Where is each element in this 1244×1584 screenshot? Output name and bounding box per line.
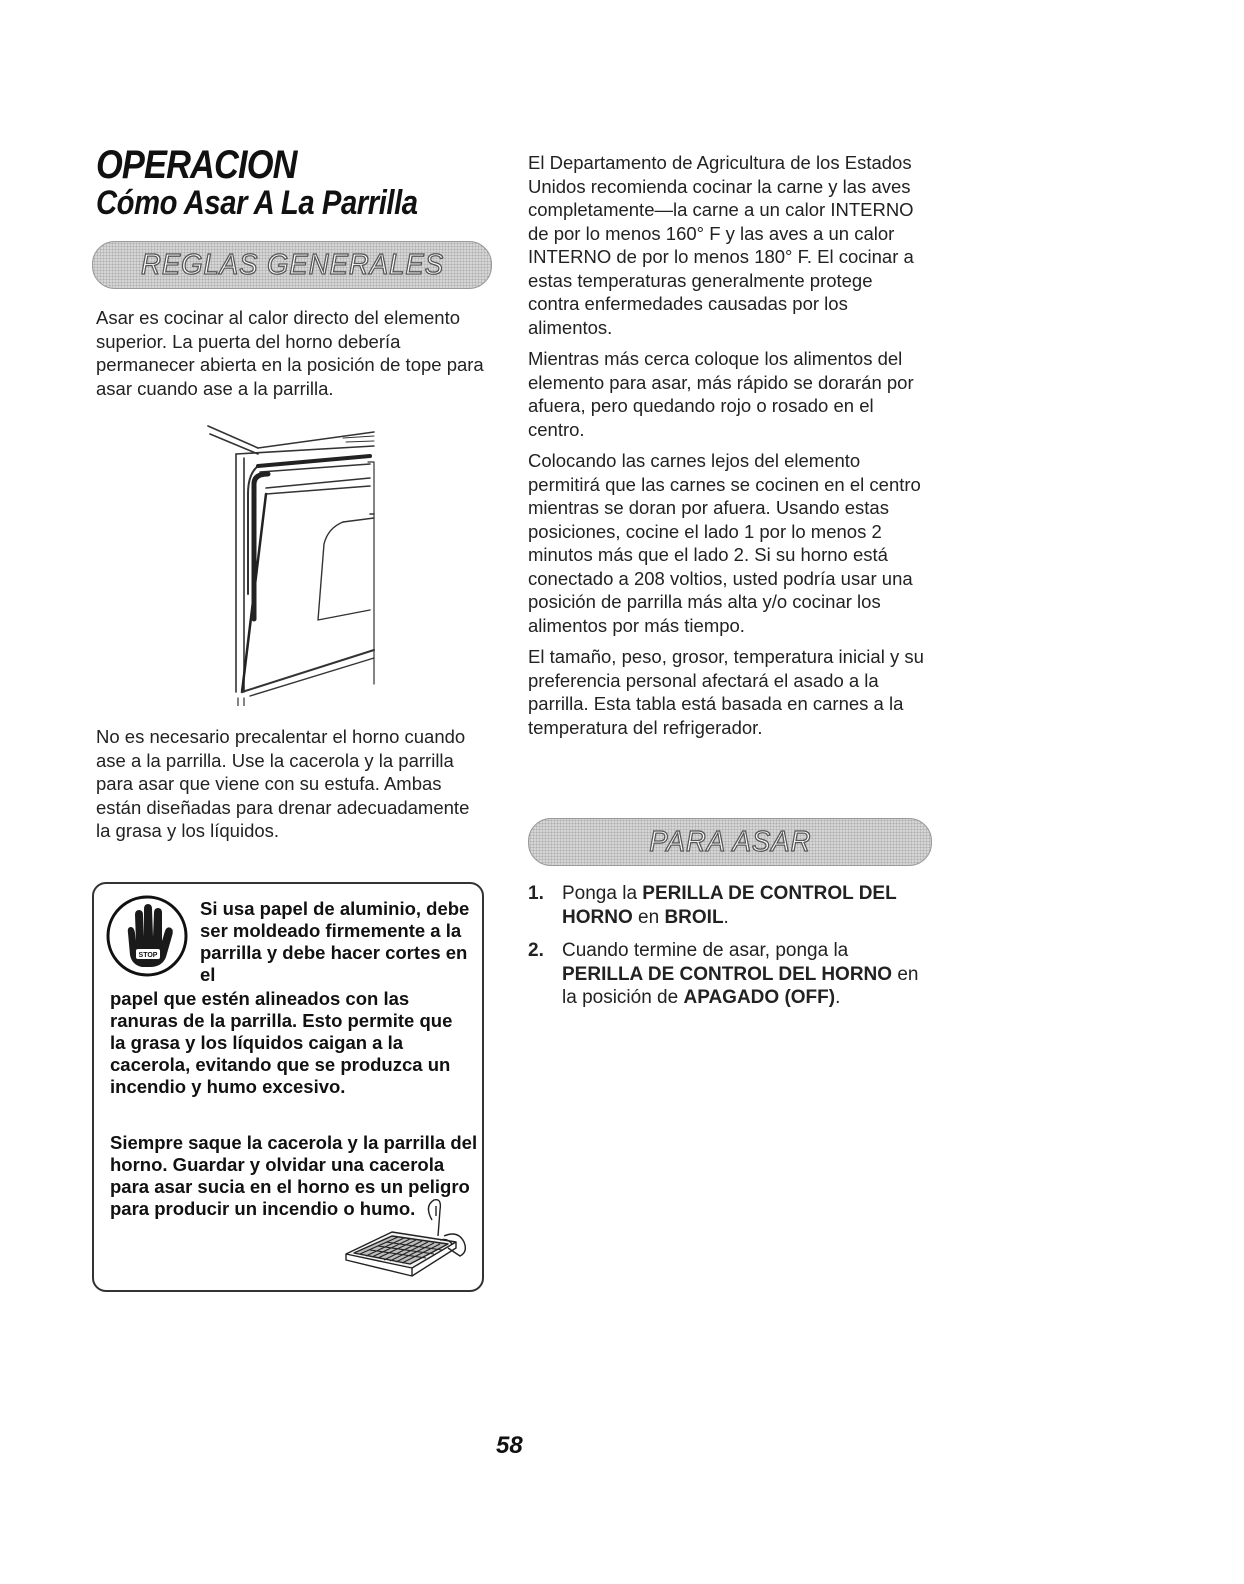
right-column-text	[528, 151, 926, 747]
warning-second-text: Siempre saque la cacerola y la parrilla del horno. Guardar y olvidar una cacerola para asar sucia en el horno es un peligro para producir un incendio o humo.	[110, 1132, 478, 1219]
step-text-part: en	[632, 906, 665, 928]
preheat-text: No es necesario precalentar el horno cuando ase a la parrilla. Use la cacerola y la parrilla para asar que viene con su estufa. Ambas están diseñadas para drenar adecuadamente la grasa y los líquidos.	[96, 726, 470, 841]
step-text-part: Ponga la	[562, 883, 643, 904]
step-text-part: en la posición de	[562, 963, 919, 1008]
step-bold-part: PERILLA DE CONTROL DEL HORNO	[562, 963, 893, 985]
section-banner-general-rules	[92, 241, 492, 289]
broil-intro-text: Asar es cocinar al calor directo del elemento superior. La puerta del horno debería permanecer abierta en la posición de tope para asar cuando ase a la parrilla.	[96, 307, 484, 399]
list-item	[528, 882, 928, 929]
closer-paragraph: Mientras más cerca coloque los alimentos del elemento para asar, más rápido se dorarán por afuera, pero quedando rojo o rosado en el centro.	[528, 348, 914, 440]
step-text-part: Cuando termine de asar, ponga la	[562, 940, 849, 961]
section-banner-label: PARA ASAR	[648, 825, 812, 858]
step-text-part: .	[835, 987, 841, 1008]
step-bold-part: BROIL	[664, 906, 724, 928]
page-title: OPERACION	[96, 143, 297, 187]
stop-hand-icon	[104, 893, 190, 979]
page-subtitle: Cómo Asar A La Parrilla	[96, 184, 418, 222]
page-number: 58	[496, 1432, 523, 1459]
step-number: 2.	[528, 940, 544, 961]
warning-continued-text: papel que estén alineados con las ranuras de la parrilla. Esto permite que la grasa y los líquidos caigan a la cacerola, evitando que se produzca un incendio y humo excesivo.	[110, 988, 453, 1097]
farther-paragraph: Colocando las carnes lejos del elemento permitirá que las carnes se cocinen en el centro mientras se doran por afuera. Usando estas posiciones, cocine el lado 1 por lo menos 2 minutos más que el lado 2. Si su horno está conectado a 208 voltios, usted podría usar una posición de parrilla más alta y/o cocinar los alimentos por más tiempo.	[528, 450, 921, 636]
step-text	[562, 882, 928, 929]
broiler-pan-icon	[340, 1196, 470, 1282]
step-bold-part: PERILLA DE CONTROL DEL HORNO	[562, 883, 897, 928]
warning-lead-text: Si usa papel de aluminio, debe ser moldeado firmemente a la parrilla y debe hacer cortes en el	[200, 898, 470, 985]
usda-paragraph: El Departamento de Agricultura de los Estados Unidos recomienda cocinar la carne y las aves completamente—la carne a un calor INTERNO de por lo menos 160° F y las aves a un calor INTERNO de por lo menos 180° F. El cocinar a estas temperaturas generalmente protege contra enfermedades causadas por los alimentos.	[528, 152, 914, 338]
broil-steps-list	[528, 882, 928, 1020]
svg-text:STOP: STOP	[138, 952, 158, 959]
section-banner-label: REGLAS GENERALES	[140, 248, 444, 281]
section-banner-to-broil	[528, 818, 932, 866]
step-text-part: .	[723, 906, 729, 928]
step-text	[562, 939, 928, 1010]
step-number: 1.	[528, 883, 544, 904]
step-bold-part: APAGADO (OFF)	[683, 987, 836, 1008]
list-item	[528, 939, 928, 1010]
oven-door-illustration	[198, 414, 388, 706]
factors-paragraph: El tamaño, peso, grosor, temperatura inicial y su preferencia personal afectará el asado a la parrilla. Esta tabla está basada en carnes a la temperatura del refrigerador.	[528, 646, 924, 738]
